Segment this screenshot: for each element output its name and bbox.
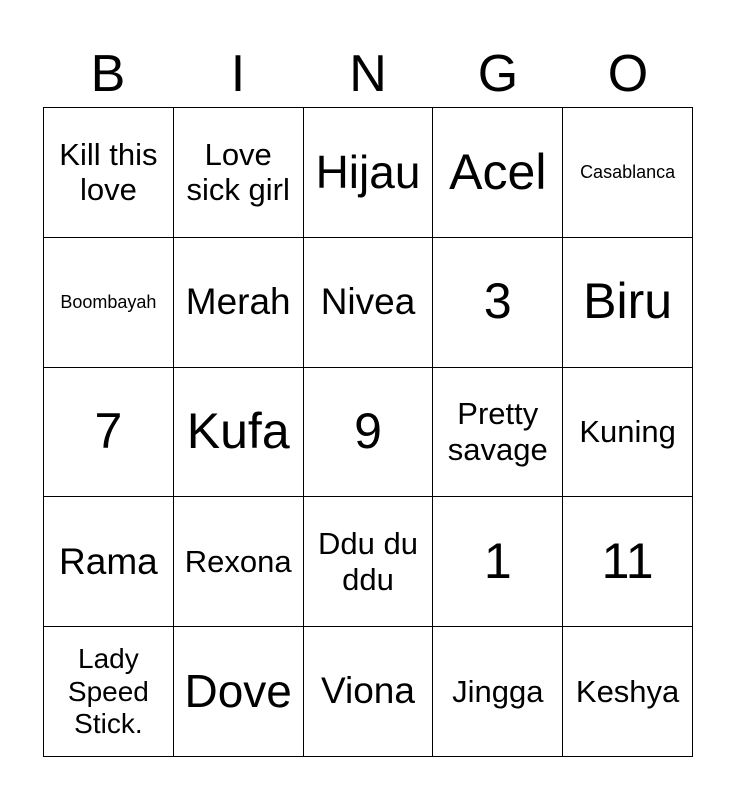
header-letter-i: I [230, 45, 246, 103]
bingo-cell[interactable] [563, 108, 693, 238]
bingo-cell[interactable] [174, 368, 304, 498]
bingo-cell[interactable] [433, 497, 563, 627]
bingo-cell[interactable] [563, 368, 693, 498]
bingo-cell-label: 11 [601, 533, 654, 590]
bingo-cell[interactable] [433, 238, 563, 368]
bingo-cell[interactable] [304, 108, 434, 238]
bingo-cell-label: Love sick girl [186, 136, 290, 208]
bingo-cell[interactable] [304, 627, 434, 757]
bingo-cell-label: Kuning [579, 414, 676, 450]
bingo-cell[interactable] [304, 368, 434, 498]
header-letter-g: G [477, 45, 519, 103]
bingo-cell-label: Keshya [575, 673, 680, 709]
header-letter-n: N [349, 45, 387, 103]
bingo-cell-label: Lady Speed Stick. [67, 643, 149, 739]
header-letter-o: O [607, 45, 649, 103]
bingo-cell-label: Rexona [184, 543, 292, 579]
bingo-cell-label: Nivea [320, 280, 416, 322]
bingo-cell[interactable] [433, 368, 563, 498]
bingo-card [43, 107, 693, 757]
bingo-cell[interactable] [44, 238, 174, 368]
bingo-cell-label: 3 [483, 273, 512, 330]
bingo-cell[interactable] [174, 627, 304, 757]
bingo-cell[interactable] [174, 108, 304, 238]
bingo-cell-label: Kufa [186, 403, 290, 460]
bingo-cell-label: Ddu du ddu [318, 526, 418, 597]
bingo-cell[interactable] [563, 497, 693, 627]
bingo-cell-label: 7 [94, 403, 123, 460]
header-letter-b: B [90, 45, 126, 103]
bingo-cell-label: Merah [185, 280, 291, 322]
bingo-cell-label: Acel [449, 143, 547, 200]
bingo-header [43, 42, 693, 106]
bingo-cell-label: Pretty savage [447, 396, 548, 467]
bingo-cell-label: Casablanca [580, 162, 676, 183]
bingo-cell[interactable] [44, 627, 174, 757]
bingo-cell-label: Rama [59, 540, 158, 582]
bingo-cell[interactable] [44, 368, 174, 498]
bingo-cell-label: Jingga [452, 673, 544, 709]
bingo-cell[interactable] [174, 497, 304, 627]
bingo-cell[interactable] [44, 497, 174, 627]
bingo-cell-label: Viona [321, 670, 415, 712]
bingo-cell[interactable] [44, 108, 174, 238]
bingo-cell-label: Boombayah [60, 291, 157, 312]
bingo-cell[interactable] [304, 497, 434, 627]
bingo-cell[interactable] [433, 627, 563, 757]
bingo-cell-label: Biru [583, 273, 673, 330]
bingo-cell[interactable] [304, 238, 434, 368]
bingo-cell-label: 1 [483, 533, 512, 590]
bingo-cell-label: 9 [354, 403, 382, 460]
bingo-cell-label: Hijau [315, 145, 421, 198]
bingo-cell-label: Kill this love [59, 136, 158, 208]
bingo-cell[interactable] [433, 108, 563, 238]
bingo-cell-label: Dove [184, 665, 292, 718]
bingo-cell[interactable] [563, 627, 693, 757]
bingo-cell[interactable] [174, 238, 304, 368]
bingo-cell[interactable] [563, 238, 693, 368]
